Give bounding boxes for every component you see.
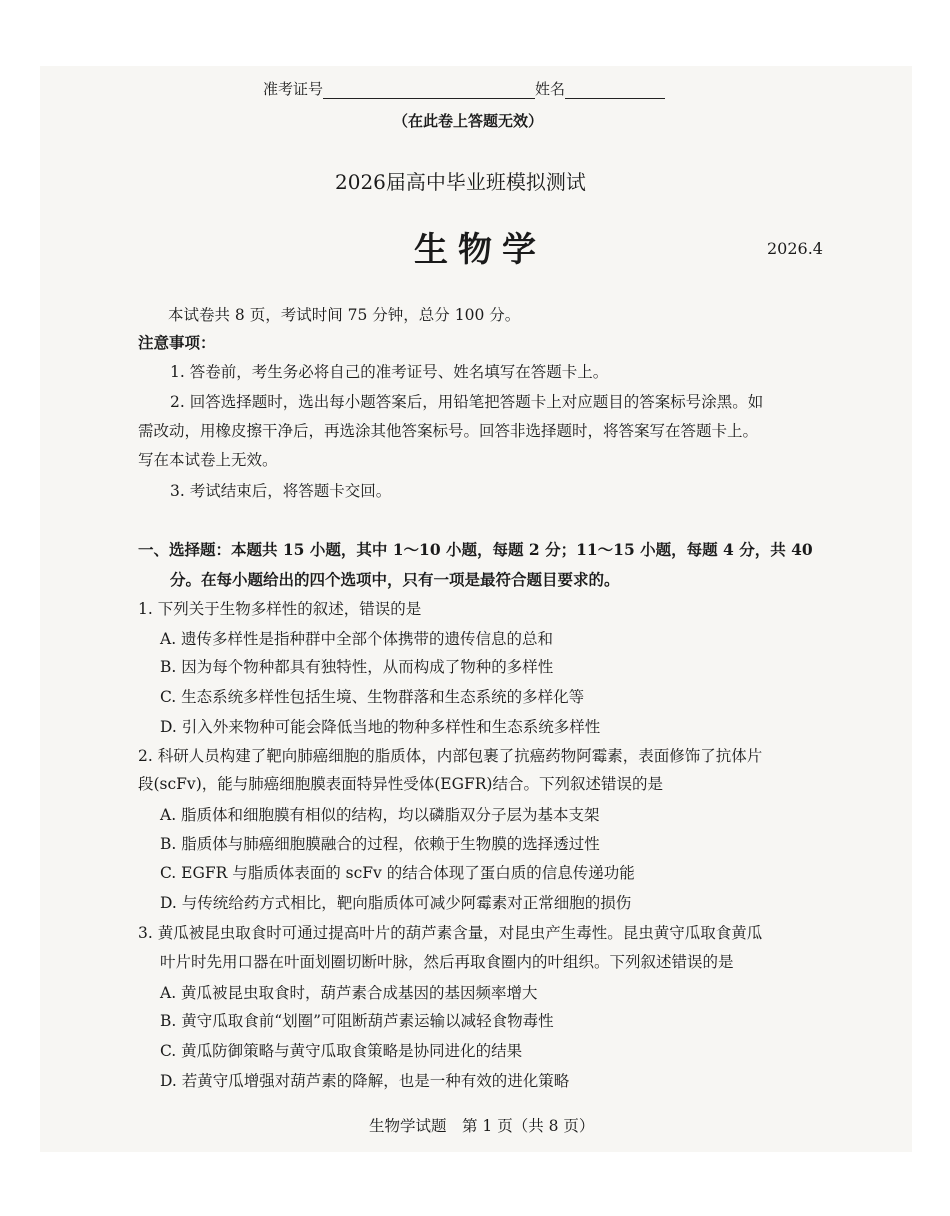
question-1-stem: 1. 下列关于生物多样性的叙述，错误的是 (138, 600, 422, 618)
question-1-option-b: B. 因为每个物种都具有独特性，从而构成了物种的多样性 (160, 658, 554, 676)
question-1-option-a: A. 遗传多样性是指种群中全部个体携带的遗传信息的总和 (160, 630, 554, 648)
note-item-3: 3. 考试结束后，将答题卡交回。 (170, 482, 392, 500)
question-3-option-b: B. 黄守瓜取食前“划圈”可阻断葫芦素运输以减轻食物毒性 (160, 1012, 554, 1030)
note-item-2-line-2: 需改动，用橡皮擦干净后，再选涂其他答案标号。回答非选择题时，将答案写在答题卡上。 (138, 422, 759, 440)
note-item-2-line-3: 写在本试卷上无效。 (138, 451, 278, 469)
note-item-1: 1. 答卷前，考生务必将自己的准考证号、姓名填写在答题卡上。 (170, 363, 609, 381)
exam-id-label: 准考证号 (263, 80, 324, 98)
name-label: 姓名 (535, 80, 566, 98)
question-1-option-c: C. 生态系统多样性包括生境、生物群落和生态系统的多样化等 (160, 688, 585, 706)
section-heading-line-1: 一、选择题：本题共 15 小题，其中 1～10 小题，每题 2 分；11～15 小题，每题 4 分，共 40 (138, 540, 813, 559)
exam-date: 2026.4 (767, 239, 823, 258)
exam-id-row (263, 78, 665, 99)
exam-subtitle: 2026届高中毕业班模拟测试 (335, 170, 586, 194)
exam-id-field (323, 82, 535, 99)
question-3-stem-line-2: 叶片时先用口器在叶面划圈切断叶脉，然后再取食圈内的叶组织。下列叙述错误的是 (160, 953, 734, 971)
name-field (565, 82, 665, 99)
question-2-option-d: D. 与传统给药方式相比，靶向脂质体可减少阿霉素对正常细胞的损伤 (160, 894, 632, 912)
exam-intro: 本试卷共 8 页，考试时间 75 分钟，总分 100 分。 (168, 306, 521, 324)
question-2-option-c: C. EGFR 与脂质体表面的 scFv 的结合体现了蛋白质的信息传递功能 (160, 864, 635, 882)
page-footer: 生物学试题 第 1 页（共 8 页） (369, 1117, 595, 1135)
question-3-option-d: D. 若黄守瓜增强对葫芦素的降解，也是一种有效的进化策略 (160, 1072, 570, 1090)
question-2-option-a: A. 脂质体和细胞膜有相似的结构，均以磷脂双分子层为基本支架 (160, 806, 600, 824)
section-heading-line-2: 分。在每小题给出的四个选项中，只有一项是最符合题目要求的。 (170, 570, 620, 589)
notes-heading: 注意事项： (138, 333, 216, 352)
subject-title: 生物学 (414, 230, 546, 270)
question-3-option-c: C. 黄瓜防御策略与黄守瓜取食策略是协同进化的结果 (160, 1042, 523, 1060)
question-3-option-a: A. 黄瓜被昆虫取食时，葫芦素合成基因的基因频率增大 (160, 984, 538, 1002)
question-2-option-b: B. 脂质体与肺癌细胞膜融合的过程，依赖于生物膜的选择透过性 (160, 835, 600, 853)
question-2-stem-line-2: 段(scFv)，能与肺癌细胞膜表面特异性受体(EGFR)结合。下列叙述错误的是 (138, 775, 663, 793)
question-2-stem-line-1: 2. 科研人员构建了靶向肺癌细胞的脂质体，内部包裹了抗癌药物阿霉素，表面修饰了抗体片 (138, 747, 763, 765)
invalid-answer-notice: （在此卷上答题无效） (393, 112, 544, 130)
question-3-stem-line-1: 3. 黄瓜被昆虫取食时可通过提高叶片的葫芦素含量，对昆虫产生毒性。昆虫黄守瓜取食黄瓜 (138, 924, 763, 942)
question-1-option-d: D. 引入外来物种可能会降低当地的物种多样性和生态系统多样性 (160, 718, 601, 736)
note-item-2-line-1: 2. 回答选择题时，选出每小题答案后，用铅笔把答题卡上对应题目的答案标号涂黑。如 (170, 393, 764, 411)
